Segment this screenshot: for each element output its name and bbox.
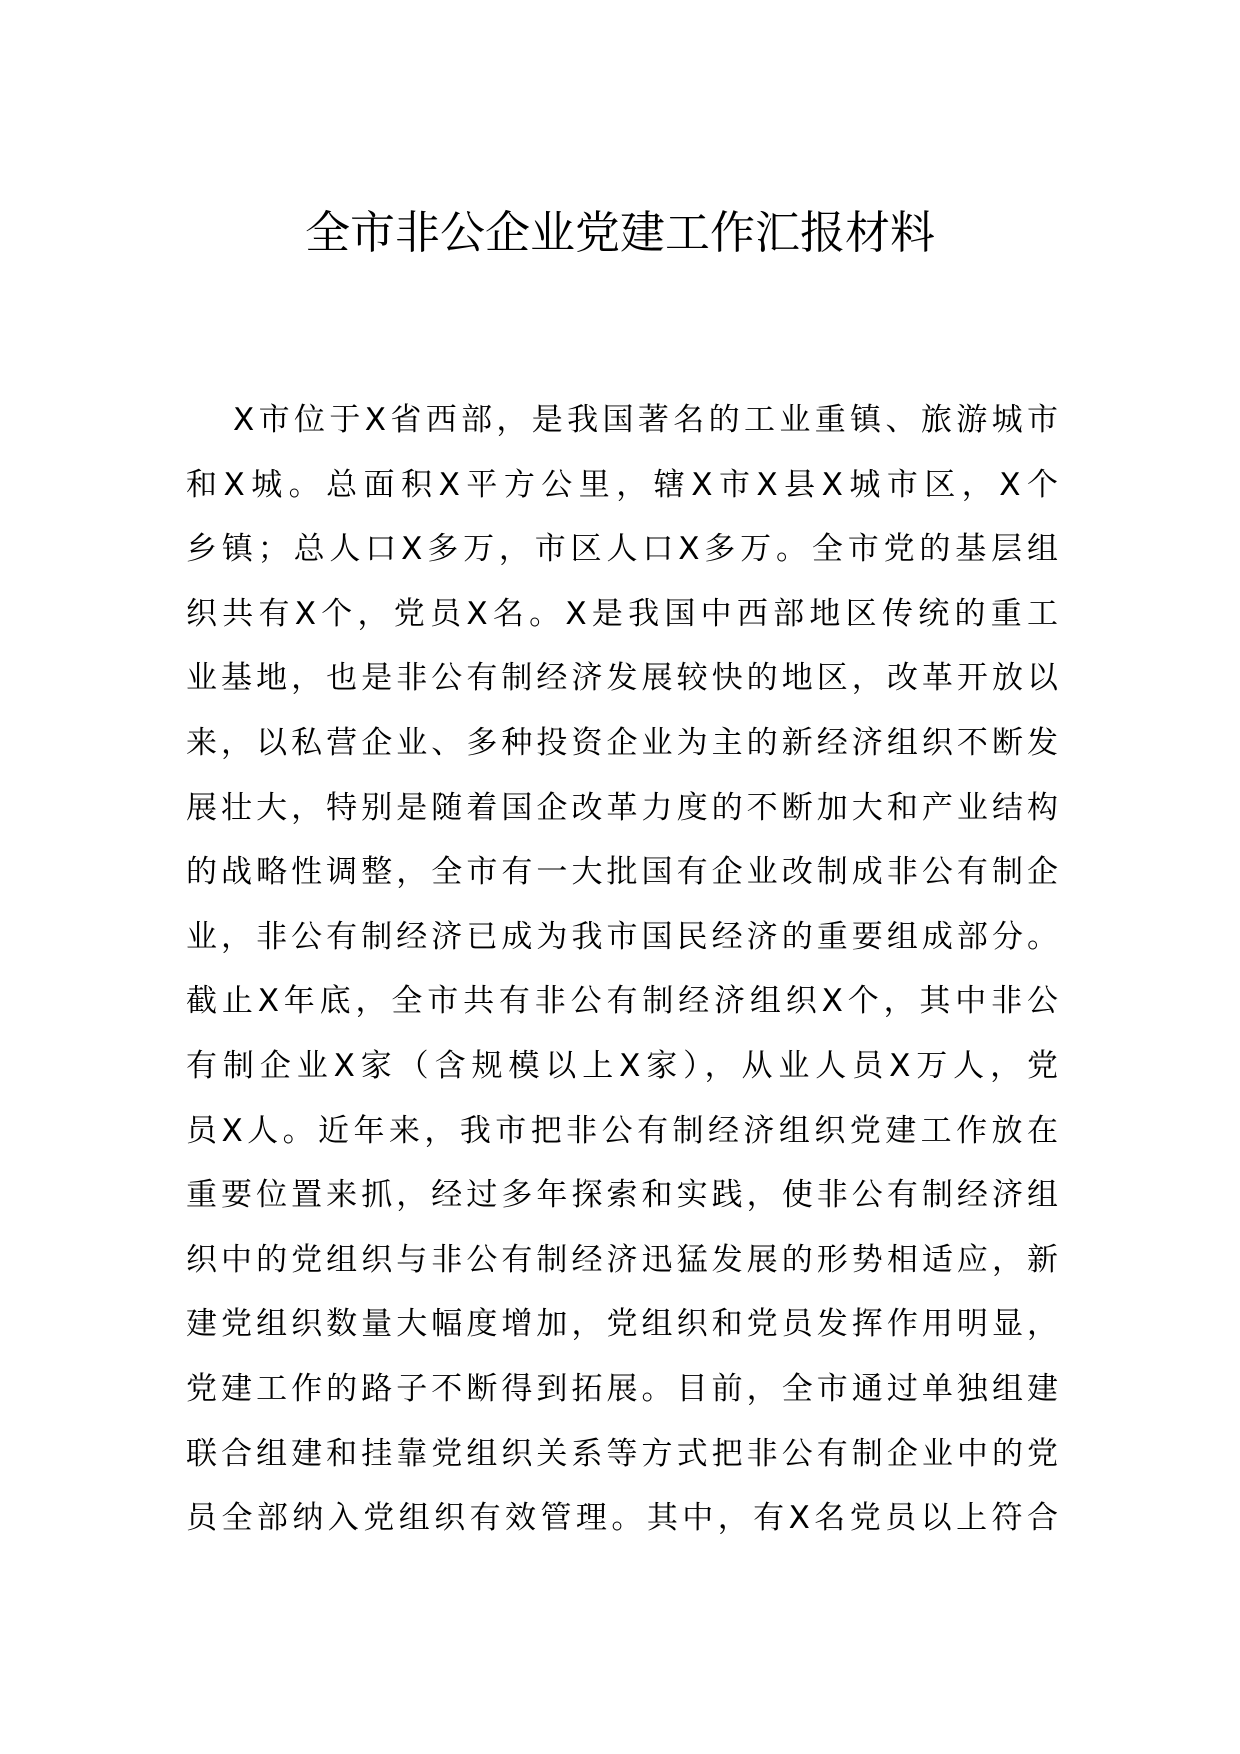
- body-line: 员X人。近年来，我市把非公有制经济组织党建工作放在: [186, 1112, 1058, 1149]
- body-line: 的战略性调整，全市有一大批国有企业改制成非公有制企: [186, 854, 1058, 891]
- body-line: 展壮大，特别是随着国企改革力度的不断加大和产业结构: [186, 789, 1058, 826]
- body-line: 乡镇；总人口X多万，市区人口X多万。全市党的基层组: [186, 531, 1058, 568]
- document-title: 全市非公企业党建工作汇报材料: [304, 206, 935, 259]
- body-line: 党建工作的路子不断得到拓展。目前，全市通过单独组建: [186, 1370, 1058, 1407]
- body-line: 重要位置来抓，经过多年探索和实践，使非公有制经济组: [186, 1177, 1058, 1214]
- body-line: 织中的党组织与非公有制经济迅猛发展的形势相适应，新: [186, 1241, 1058, 1278]
- body-line: X市位于X省西部，是我国著名的工业重镇、旅游城市: [233, 402, 1058, 438]
- body-line: 织共有X个，党员X名。X是我国中西部地区传统的重工: [186, 595, 1058, 632]
- body-line: 员全部纳入党组织有效管理。其中，有X名党员以上符合: [186, 1500, 1058, 1537]
- body-line: 业，非公有制经济已成为我市国民经济的重要组成部分。: [186, 918, 1058, 955]
- body-line: 建党组织数量大幅度增加，党组织和党员发挥作用明显，: [186, 1306, 1058, 1343]
- body-line: 有制企业X家（含规模以上X家），从业人员X万人，党: [186, 1047, 1058, 1084]
- body-line: 业基地，也是非公有制经济发展较快的地区，改革开放以: [186, 660, 1058, 697]
- body-line: 联合组建和挂靠党组织关系等方式把非公有制企业中的党: [186, 1435, 1058, 1472]
- body-line: 和X城。总面积X平方公里，辖X市X县X城市区，X个: [186, 466, 1058, 503]
- body-line: 来，以私营企业、多种投资企业为主的新经济组织不断发: [186, 724, 1058, 761]
- document-body: [186, 388, 1058, 1551]
- body-line: 截止X年底，全市共有非公有制经济组织X个，其中非公: [186, 983, 1058, 1020]
